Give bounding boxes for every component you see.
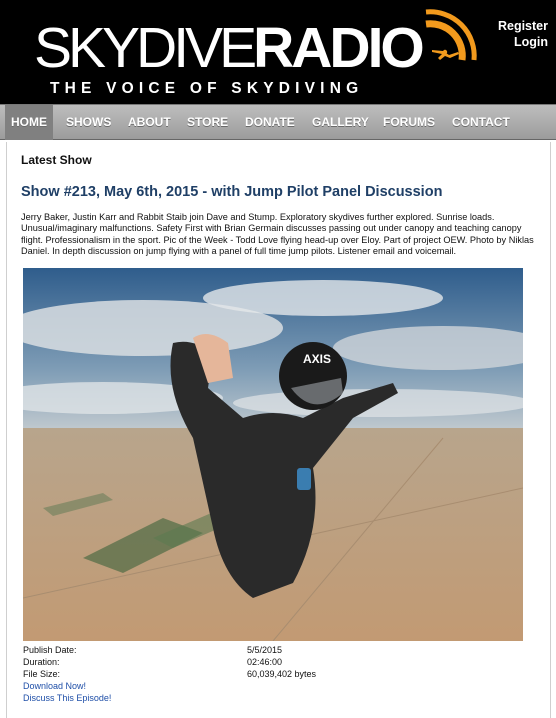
- duration-value: 02:46:00: [247, 657, 283, 667]
- nav-contact[interactable]: CONTACT: [452, 115, 510, 129]
- file-size-row: [23, 668, 543, 680]
- publish-date-label: Publish Date:: [23, 645, 77, 655]
- file-size-label: File Size:: [23, 669, 61, 679]
- nav-home[interactable]: HOME: [5, 105, 53, 140]
- skydiver-icon: [432, 50, 459, 60]
- login-link[interactable]: Login: [513, 35, 548, 49]
- nav-donate[interactable]: DONATE: [245, 115, 295, 129]
- duration-row: [23, 656, 543, 668]
- download-link[interactable]: Download Now!: [23, 681, 87, 691]
- publish-date-row: [23, 644, 543, 656]
- duration-label: Duration:: [23, 657, 60, 667]
- helmet-label: AXIS: [303, 352, 332, 366]
- nav-about[interactable]: ABOUT: [128, 115, 171, 129]
- logo-radio-text: RADIO: [253, 16, 422, 80]
- site-logo[interactable]: [34, 16, 422, 80]
- logo-skydive-text: SKYDIVE: [34, 16, 254, 80]
- radio-waves-icon: [418, 6, 480, 68]
- section-heading: Latest Show: [21, 153, 92, 167]
- show-title-link[interactable]: Show #213, May 6th, 2015 - with Jump Pilot Panel Discussion: [21, 184, 443, 200]
- skydiver-photo-illustration: [23, 268, 523, 641]
- tagline: THE VOICE OF SKYDIVING: [50, 80, 364, 97]
- publish-date-value: 5/5/2015: [247, 645, 283, 655]
- nav-gallery[interactable]: GALLERY: [312, 115, 369, 129]
- show-description: Jerry Baker, Justin Karr and Rabbit Staib join Dave and Stump. Exploratory skydives further explored. Sunrise loads. Unusual/imaginary malfunctions. Safety First with Brian Germain discusses passing out under canopy and teaching canopy flight. Professionalism in the sport. Pic of the Week - Todd Love flying head-up over Eloy. Part of project OEW. Photo by Niklas Daniel. In depth discussion on jump flying with a panel of full time jump pilots. Listener email and voicemail.: [21, 212, 534, 257]
- nav-store[interactable]: STORE: [187, 115, 229, 129]
- show-photo: [23, 268, 523, 641]
- nav-forums[interactable]: FORUMS: [383, 115, 435, 129]
- main-content: [6, 142, 551, 718]
- register-link[interactable]: Register: [497, 19, 548, 33]
- discuss-link[interactable]: Discuss This Episode!: [23, 693, 112, 703]
- file-size-value: 60,039,402 bytes: [247, 669, 317, 679]
- main-nav: [0, 104, 556, 140]
- site-header: [0, 0, 556, 104]
- account-links: [498, 18, 548, 50]
- show-metadata: [23, 644, 543, 704]
- nav-shows[interactable]: SHOWS: [66, 115, 112, 129]
